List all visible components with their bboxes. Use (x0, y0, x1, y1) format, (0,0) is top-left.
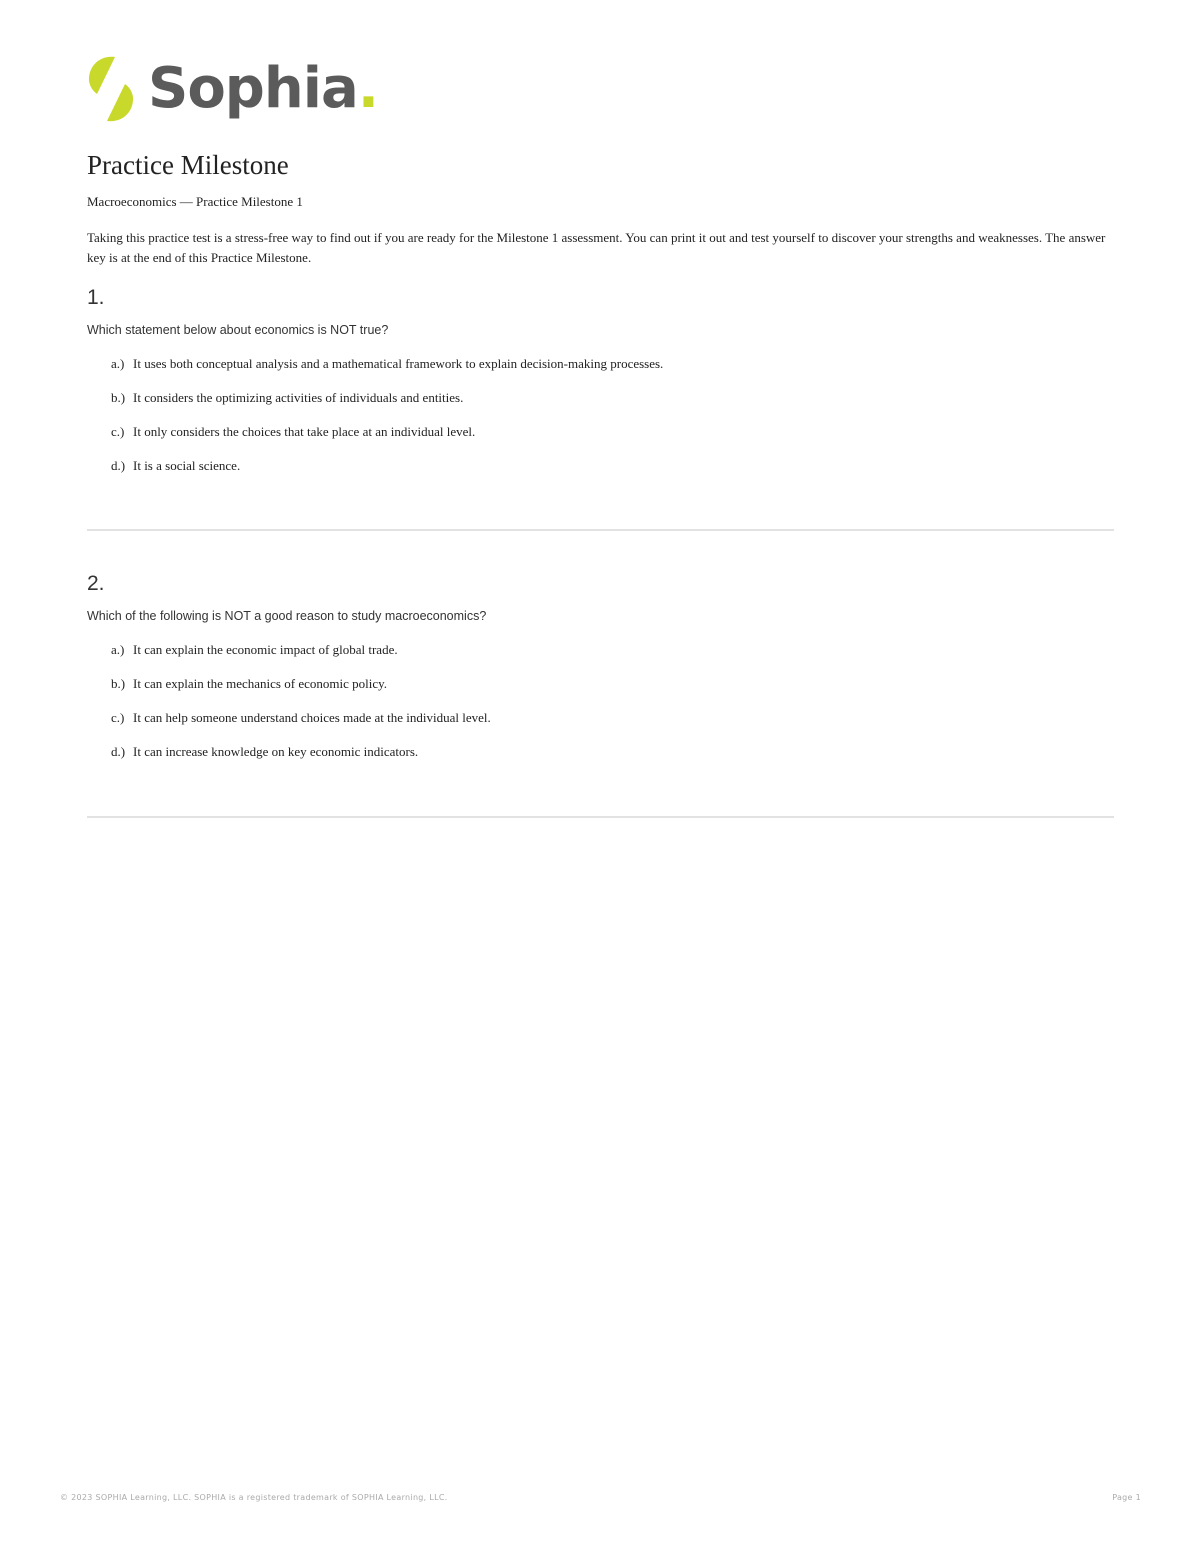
answer-options (87, 641, 1114, 761)
answer-option (111, 423, 1114, 441)
question-text: Which of the following is NOT a good reason to study macroeconomics? (87, 609, 487, 623)
question-number: 2. (87, 572, 105, 595)
question-2 (87, 569, 1114, 777)
question-number: 1. (87, 286, 105, 309)
question-divider (87, 816, 1114, 818)
footer-page-number: Page 1 (1112, 1493, 1141, 1502)
option-letter: b.) (111, 390, 126, 405)
option-text: It can explain the mechanics of economic policy. (133, 676, 388, 691)
question-text: Which statement below about economics is NOT true? (87, 323, 389, 337)
answer-option (111, 743, 1114, 761)
intro-paragraph: Taking this practice test is a stress-free way to find out if you are ready for the Milestone 1 assessment. You can print it out and test yourself to discover your strengths and weaknesses. The answer key is at the end of this Practice Milestone. (87, 230, 1106, 265)
option-letter: a.) (111, 356, 125, 371)
answer-option (111, 709, 1114, 727)
answer-option (111, 355, 1114, 373)
sophia-logo (86, 54, 378, 124)
footer-copyright: © 2023 SOPHIA Learning, LLC. SOPHIA is a registered trademark of SOPHIA Learning, LLC. (60, 1493, 448, 1502)
page-title: Practice Milestone (87, 150, 289, 180)
option-letter: a.) (111, 642, 125, 657)
answer-option (111, 457, 1114, 475)
option-text: It considers the optimizing activities of individuals and entities. (133, 390, 464, 405)
sophia-wordmark (148, 56, 379, 121)
sophia-logo-mark-icon (86, 54, 136, 124)
option-text: It can explain the economic impact of global trade. (133, 642, 398, 657)
question-1 (87, 283, 1114, 491)
option-letter: d.) (111, 458, 126, 473)
option-text: It only considers the choices that take place at an individual level. (133, 424, 476, 439)
option-text: It is a social science. (133, 458, 241, 473)
answer-option (111, 675, 1114, 693)
page-subtitle: Macroeconomics — Practice Milestone 1 (87, 194, 303, 209)
option-text: It can increase knowledge on key economic indicators. (133, 744, 419, 759)
option-text: It can help someone understand choices made at the individual level. (133, 710, 491, 725)
option-text: It uses both conceptual analysis and a mathematical framework to explain decision-making processes. (133, 356, 664, 371)
option-letter: c.) (111, 710, 125, 725)
answer-option (111, 641, 1114, 659)
brand-dot: . (357, 56, 379, 121)
option-letter: c.) (111, 424, 125, 439)
answer-options (87, 355, 1114, 475)
brand-name: Sophia (148, 56, 358, 121)
answer-option (111, 389, 1114, 407)
question-divider (87, 529, 1114, 531)
option-letter: b.) (111, 676, 126, 691)
option-letter: d.) (111, 744, 126, 759)
